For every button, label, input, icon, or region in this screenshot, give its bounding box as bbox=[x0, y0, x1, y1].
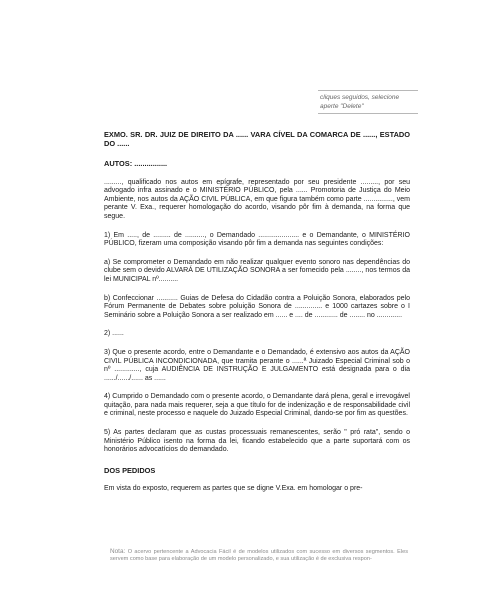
document-body bbox=[104, 130, 410, 494]
clause-1b: b) Confeccionar ........... Guias de Defesa do Cidadão contra a Poluição Sonora, elaborados pelo Fórum Permanente de Debates sobre poluição Sonora de .............. e 1000 cartazes sobre o I Seminário sobre a Poluição Sonora a ser realizado em ...... e .... de ............ de ........ no ............. bbox=[104, 294, 410, 319]
footer-note bbox=[110, 548, 408, 563]
delete-hint-text: cliques seguidos, selecione aperte "Delete" bbox=[320, 94, 400, 110]
court-heading: EXMO. SR. DR. JUIZ DE DIREITO DA ...... VARA CÍVEL DA COMARCA DE ......, ESTADO DO ...... bbox=[104, 130, 410, 148]
section-title-pedidos: DOS PEDIDOS bbox=[104, 465, 156, 475]
clause-5: 5) As partes declaram que as custas processuais remanescentes, serão " pró rata", sendo o Ministério Público isento na forma da lei, ficando estabelecido que a parte suportará com os honorários advocatícios do demandado. bbox=[104, 429, 410, 454]
note-text: O acervo pertencente a Advocacia Fácil é de modelos utilizados com sucesso em diversos segmentos. Eles servem como base para elaboração de um modelo personalizado, e sua utilização é de exclusiva respon- bbox=[110, 549, 408, 562]
delete-hint-box bbox=[318, 90, 418, 114]
clause-1: 1) Em ....., de ......... de .........., o Demandado ..................... e o Demandante, o MINISTÉRIO PÚBLICO, fizeram uma composição visando pôr fim a demanda nas seguintes condições: bbox=[104, 231, 410, 248]
closing-paragraph: Em vista do exposto, requerem as partes que se digne V.Exa. em homologar o pre- bbox=[104, 485, 363, 493]
note-label: Nota: bbox=[110, 548, 126, 555]
clause-4: 4) Cumprido o Demandado com o presente acordo, o Demandante dará plena, geral e irrevogável quitação, para nada mais requerer, seja a que título for de indenização e de responsabilidade civil e criminal, neste processo e naquele do Juizado Especial Criminal, dando-se por fim as questões. bbox=[104, 393, 410, 418]
autos-line: AUTOS: ................ bbox=[104, 159, 168, 168]
clause-1a: a) Se comprometer o Demandado em não realizar qualquer evento sonoro nas dependências do clube sem o devido ALVARÁ DE UTILIZAÇÃO SONORA a ser fornecido pela ........, nos termos da lei MUNICIPAL nº.......... bbox=[104, 258, 410, 283]
clause-3: 3) Que o presente acordo, entre o Demandante e o Demandado, é extensivo aos autos da AÇÃO CIVIL PÚBLICA INCONDICIONADA, que tramita perante o ......ª Juizado Especial Criminal sob o nº ............., cuja AUDIÊNCIA DE INSTRUÇÃO E JULGAMENTO está designada para o dia ....../....../...... as ...... bbox=[104, 348, 410, 382]
clause-2: 2) ...... bbox=[104, 330, 124, 338]
intro-paragraph: ........., qualificado nos autos em epígrafe, representado por seu presidente ........., por seu advogado infra assinado e o MINISTÉRIO PÚBLICO, pela ...... Promotoria de Justiça do Meio Ambiente, nos autos da AÇÃO CIVIL PÚBLICA, em que figura também como parte ..............., vem perante V. Exa., requerer homologação do acordo, visando pôr fim à demanda, na forma que segue. bbox=[104, 178, 410, 220]
